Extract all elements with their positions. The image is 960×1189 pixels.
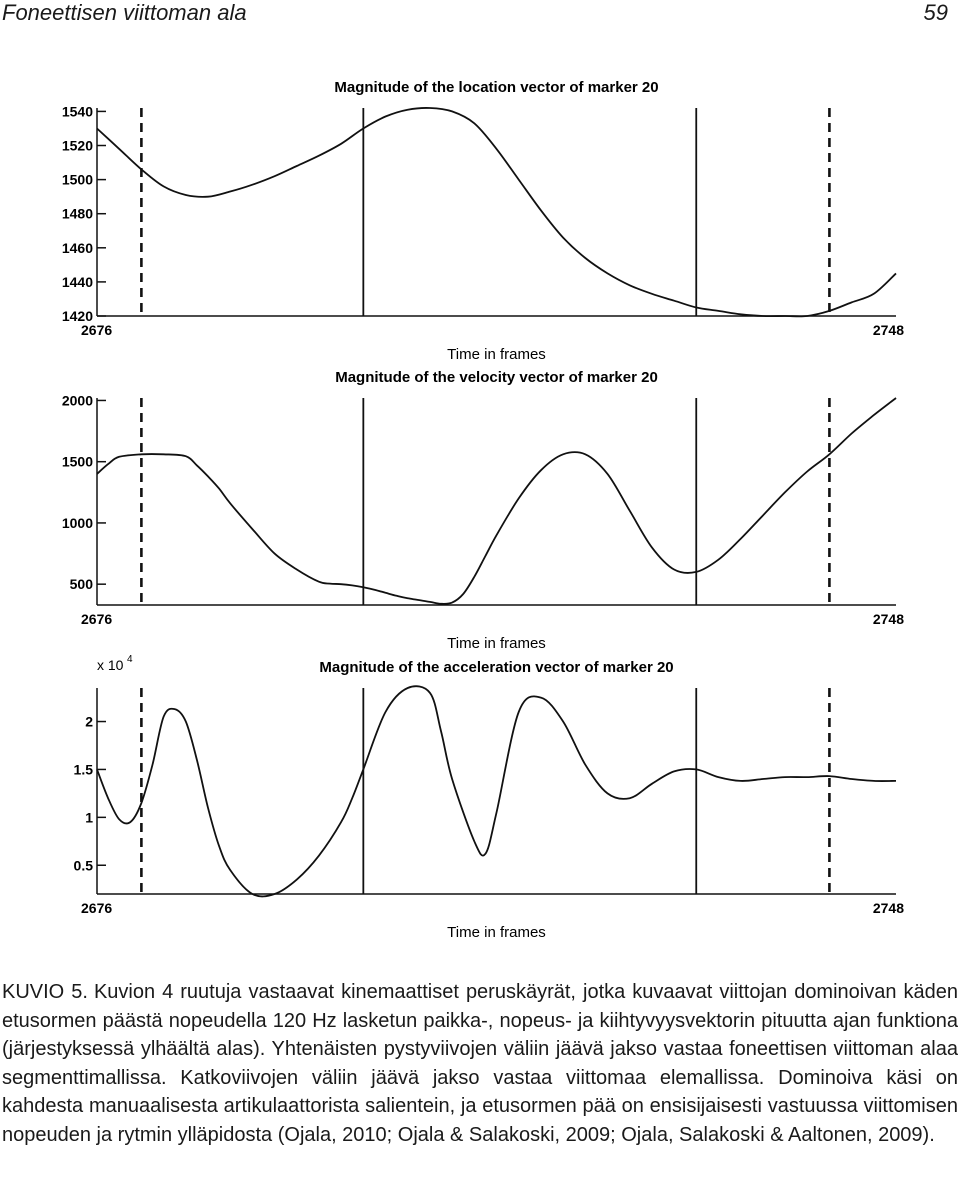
y-tick-label: 1 [85,809,93,826]
x-tick-label-start: 2676 [81,322,113,338]
x-tick-label-start: 2676 [81,900,113,916]
caption-label: KUVIO 5. [2,981,88,1003]
figure-caption [2,978,958,1149]
x-tick-label-end: 2748 [872,322,904,338]
y-tick-label: 1420 [61,308,93,324]
x-axis-label: Time in frames [447,635,546,652]
y-exponent-label: x 10 [97,657,124,673]
page-number: 59 [923,0,948,25]
chart-title: Magnitude of the velocity vector of marker 20 [335,369,658,386]
x-tick-label-end: 2748 [872,900,904,916]
y-tick-label: 2 [85,713,93,730]
x-tick-label-end: 2748 [872,611,904,627]
y-tick-label: 2000 [61,392,93,409]
chart-title: Magnitude of the acceleration vector of marker 20 [319,659,674,676]
y-tick-label: 1500 [61,453,93,470]
y-tick-label: 1460 [61,239,93,256]
y-tick-label: 1520 [61,137,93,154]
caption-text: Kuvion 4 ruutuja vastaavat kinemaattiset peruskäyrät, jotka kuvaavat viittojan dominoivan käden etusormen päästä nopeudella 120 Hz lasketun paikka-, nopeus- ja kiihtyvyysvektorin pituutta ajan funktiona (järjestyksessä ylhäältä alas). Yhtenäisten pystyviivojen väliin jäävä jakso vastaa foneettisen viittoman alaa segmenttimallissa. Katkoviivojen väliin jäävä jakso vastaa viittomaa elemallissa. Dominoiva käsi on kahdesta manuaalisesta artikulaattorista salientein, ja etusormen pää on ensisijaisesti vastuussa viittomisen nopeuden ja rytmin ylläpidosta (Ojala, 2010; Ojala & Salakoski, 2009; Ojala, Salakoski & Aaltonen, 2009). [2,981,958,1146]
y-tick-label: 1000 [61,514,93,531]
y-exponent-power: 4 [127,654,133,665]
y-tick-label: 0.5 [73,857,93,874]
chart-title: Magnitude of the location vector of marker 20 [334,79,659,96]
x-axis-label: Time in frames [447,346,546,363]
kinematic-figure [0,60,960,960]
y-tick-label: 1.5 [73,761,93,778]
series-line-acceleration [97,686,896,896]
series-line-location [97,108,896,316]
y-tick-label: 1500 [61,171,93,188]
x-tick-label-start: 2676 [81,611,113,627]
x-axis-label: Time in frames [447,924,546,941]
y-tick-label: 500 [69,576,93,593]
y-tick-label: 1440 [61,273,93,290]
series-line-velocity [97,398,896,604]
y-tick-label: 1480 [61,205,93,222]
y-tick-label: 1540 [61,103,93,120]
running-title: Foneettisen viittoman ala [2,0,247,25]
